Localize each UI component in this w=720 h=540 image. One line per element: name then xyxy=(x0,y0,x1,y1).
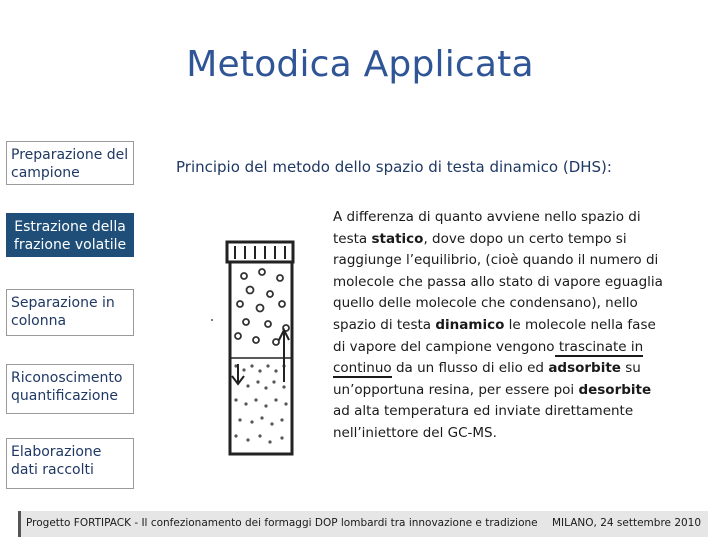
description-paragraph xyxy=(333,207,668,445)
para-text-2: , dove dopo un certo tempo si raggiunge l’equilibrio, (cioè quando il numero di molecole che passa allo stato di vapore eguaglia quello delle molecole che condensano), nello spazio di testa xyxy=(333,230,663,333)
term-desorbite: desorbite xyxy=(578,381,652,398)
vapor-molecules xyxy=(235,269,289,345)
slide-title: Metodica Applicata xyxy=(186,44,534,85)
arrow-up-icon xyxy=(279,330,289,382)
step-riconoscimento: Riconoscimento quantificazione xyxy=(6,364,134,414)
step-elaborazione: Elaborazione dati raccolti xyxy=(6,438,134,489)
arrow-down-icon xyxy=(232,364,244,384)
sample-dots xyxy=(234,364,287,443)
step-estrazione: Estrazione della frazione volatile xyxy=(6,213,134,257)
step-preparazione: Preparazione del campione xyxy=(6,141,134,185)
step-separazione: Separazione in colonna xyxy=(6,289,134,336)
term-adsorbite: adsorbite xyxy=(548,360,621,377)
term-statico: statico xyxy=(371,230,424,247)
footer-project: Progetto FORTIPACK - Il confezionamento dei formaggi DOP lombardi tra innovazione e tradizione xyxy=(26,517,538,529)
para-text-4: da un flusso di elio ed xyxy=(391,360,549,377)
term-trascinate: trascinate in continuo xyxy=(333,338,644,377)
para-text-1: A differenza di quanto avviene nello spazio di testa xyxy=(333,209,641,247)
para-text-5: su un’opportuna resina, per essere poi xyxy=(333,360,641,398)
para-text-3: le molecole nella fase di vapore del campione vengono xyxy=(333,316,656,355)
term-dinamico: dinamico xyxy=(435,316,505,333)
headspace-vial-illustration xyxy=(210,232,310,466)
para-text-6: ad alta temperatura ed inviate direttamente nell’iniettore del GC-MS. xyxy=(333,403,634,441)
vial-cap xyxy=(227,242,293,262)
footer-date: MILANO, 24 settembre 2010 xyxy=(552,517,702,529)
subheading: Principio del metodo dello spazio di testa dinamico (DHS): xyxy=(176,158,612,176)
